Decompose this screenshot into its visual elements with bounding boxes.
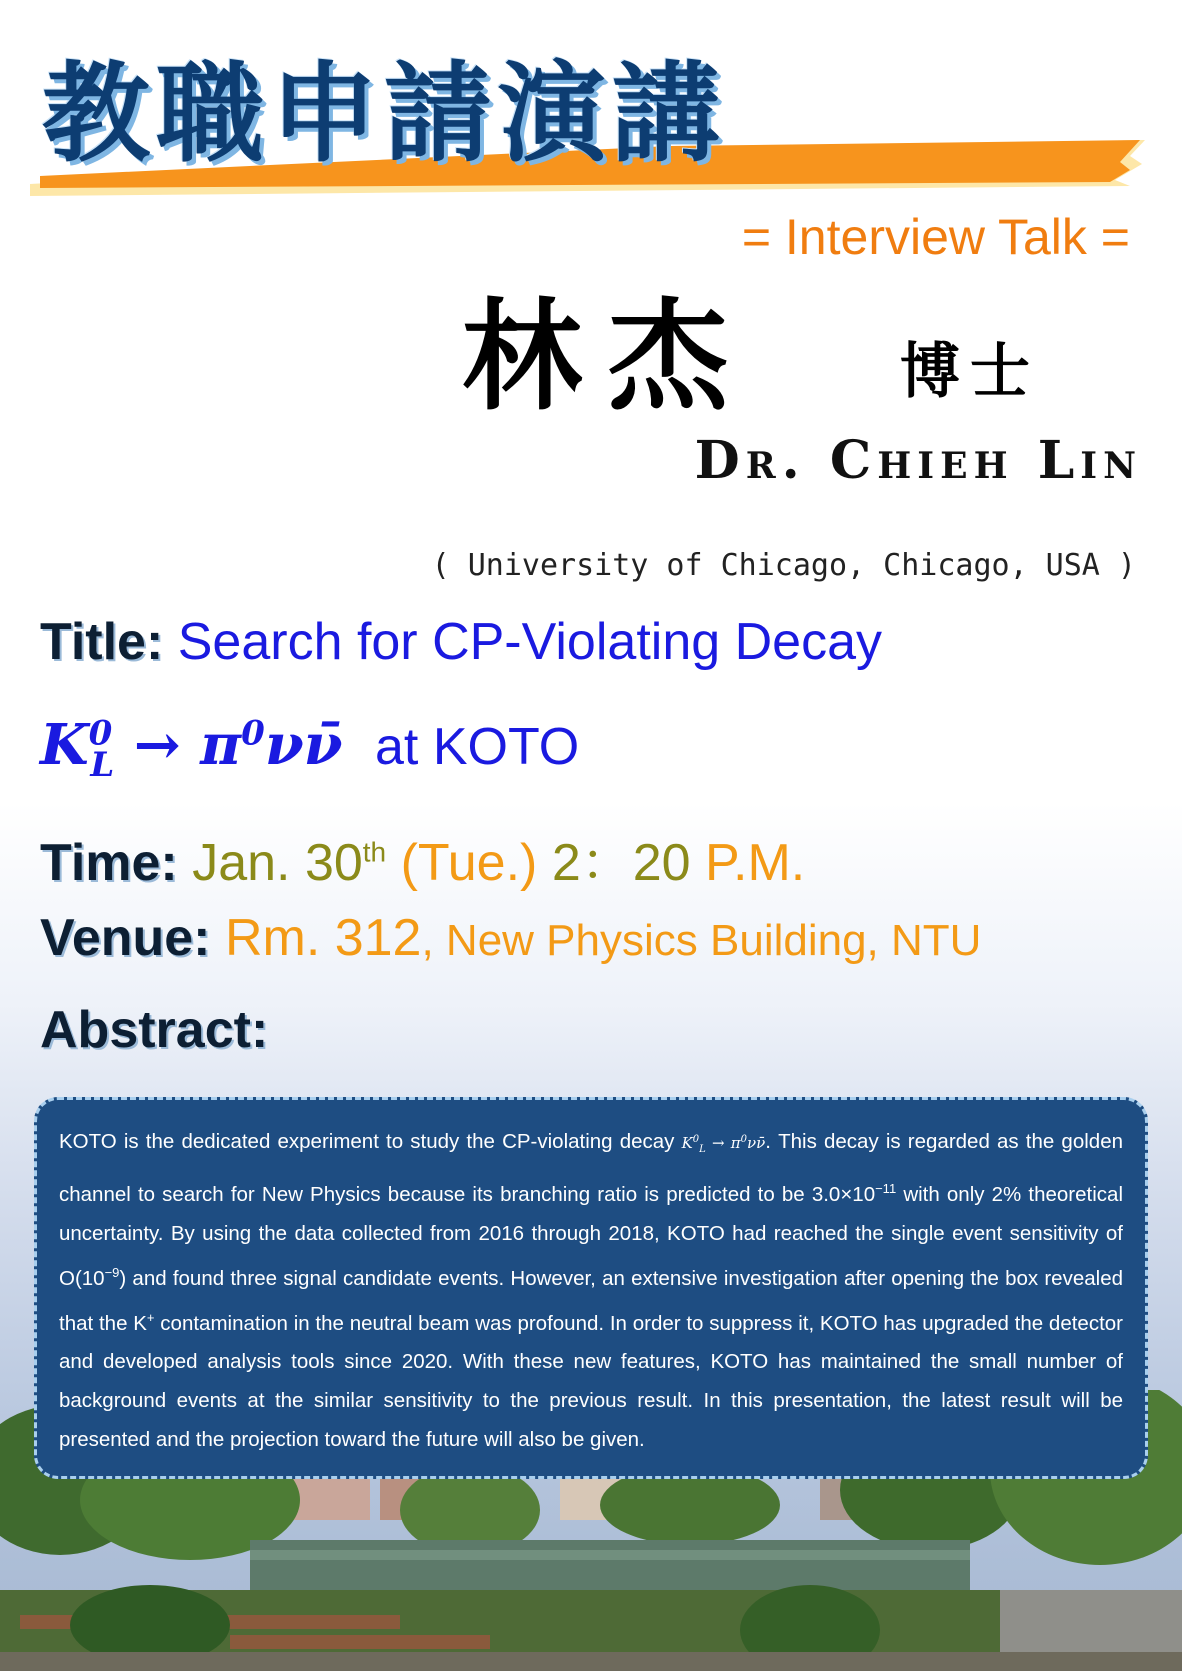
talk-ampm: P.M. [705, 834, 806, 892]
time-label: Time: [40, 834, 178, 892]
speaker-name-zh: 林杰 [462, 288, 754, 427]
talk-time-line [40, 820, 805, 895]
venue-label: Venue: [40, 909, 211, 967]
speaker-name-en: Dr. Chieh Lin [694, 430, 1142, 491]
talk-title-line [40, 612, 882, 672]
talk-date: Jan. 30 [192, 834, 363, 892]
inline-decay-formula: $K^0_L$ → $\pi^0\nu\nū$ [681, 1134, 766, 1155]
abstract-box [34, 1097, 1148, 1479]
header-title: 教職申請演講 [42, 51, 727, 177]
talk-title-formula-line [40, 712, 579, 785]
venue-room: Rm. 312 [224, 909, 422, 967]
abstract-text: KOTO is the dedicated experiment to study the CP-violating decay $K^0_L$ → $\pi^0\nu\nū$. This decay is regarded as the golden channel to search for New Physics because its branching ratio is predicted to be $3.0\times 10^{-11}$ with only 2% theoretical uncertainty. By using the data collected from 2016 through 2018, KOTO had reached the single event sensitivity of $O(10^{-9})$ and found three signal candidate events. However, an extensive investigation after opening the box revealed that the K+ contamination in the neutral beam was profound. In order to suppress it, KOTO has upgraded the detector and developed analysis tools since 2020. With these new features, KOTO has maintained the small number of background events at the similar sensitivity to the previous result. In this presentation, the latest result will be presented and the projection toward the future will also be given. [59, 1130, 1123, 1452]
talk-clock: 2：20 [551, 834, 691, 892]
decay-formula: $K^0_L$ → $\pi^0\nu\nū$ [40, 712, 343, 786]
title-label: Title: [40, 613, 164, 671]
talk-day: (Tue.) [400, 834, 538, 892]
formula-suffix: at KOTO [375, 718, 580, 776]
talk-date-suffix: th [362, 836, 387, 868]
venue-place: , New Physics Building, NTU [421, 916, 982, 965]
abstract-heading: Abstract: [40, 1001, 269, 1059]
talk-venue-line [40, 908, 981, 968]
interview-talk-subtitle: = Interview Talk = [741, 209, 1130, 265]
speaker-title-zh: 博士 [900, 337, 1040, 407]
speaker-affiliation: ( University of Chicago, Chicago, USA ) [431, 548, 1136, 583]
talk-title: Search for CP-Violating Decay [177, 613, 882, 671]
